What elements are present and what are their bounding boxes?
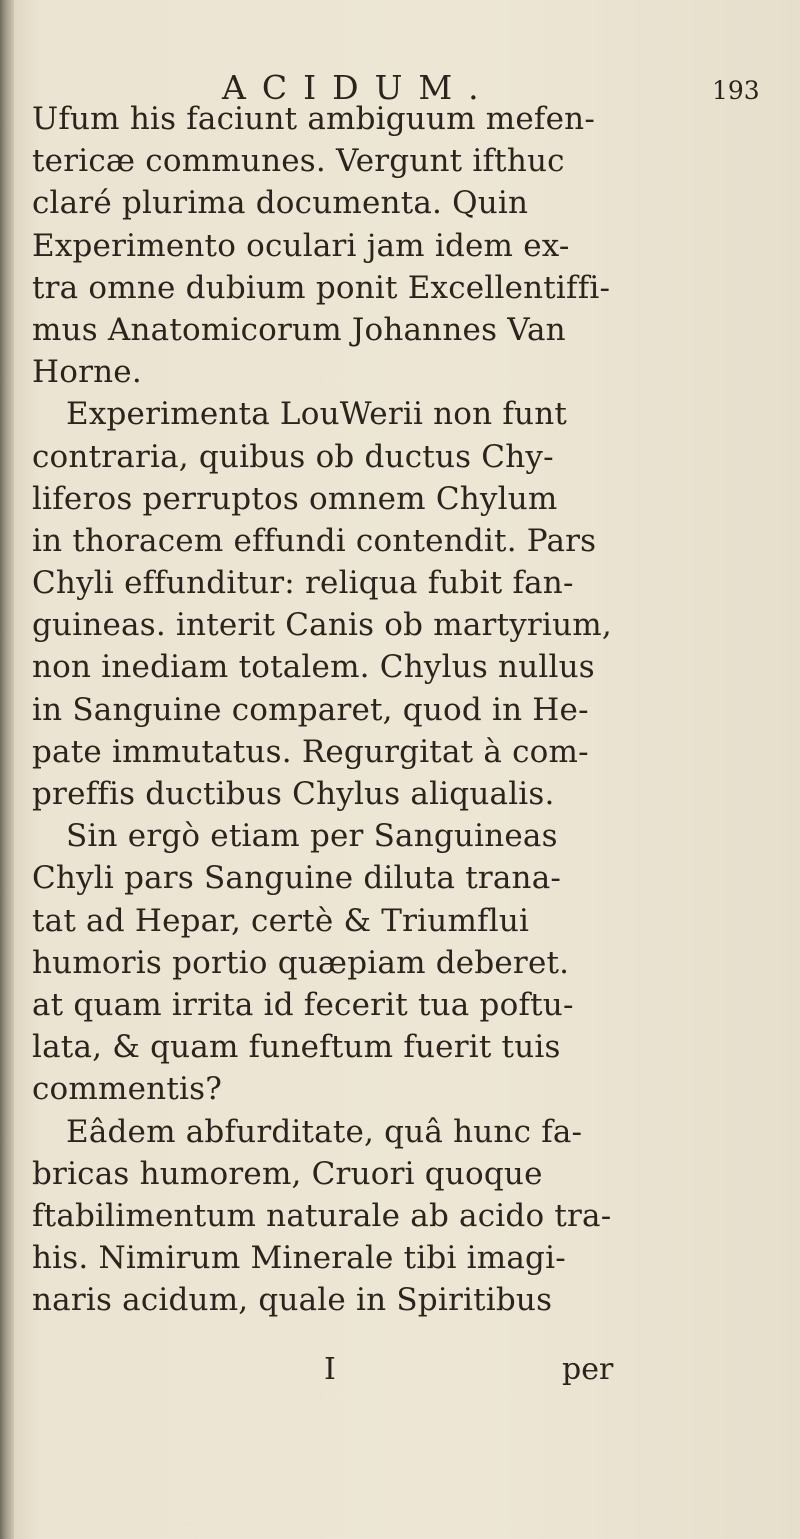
text-line: contraria, quibus ob ductus Chy- bbox=[32, 438, 554, 475]
text-line: tat ad Hepar, certè & Triumflui bbox=[32, 902, 530, 939]
text-line: pate immutatus. Regurgitat à com- bbox=[32, 733, 589, 770]
paragraph-start-line: Eâdem abfurditate, quâ hunc fa- bbox=[66, 1113, 583, 1150]
text-line: non inediam totalem. Chylus nullus bbox=[32, 649, 595, 686]
paragraph-start-line: Experimenta LouWerii non funt bbox=[66, 396, 568, 433]
text-line: Chyli pars Sanguine diluta trana- bbox=[32, 860, 562, 897]
text-line: Experimento oculari jam idem ex- bbox=[32, 227, 570, 264]
text-line: in Sanguine comparet, quod in He- bbox=[32, 691, 589, 728]
text-line: lata, & quam funeftum fuerit tuis bbox=[32, 1029, 561, 1066]
text-line: ftabilimentum naturale ab acido tra- bbox=[32, 1197, 612, 1234]
signature-mark: I bbox=[324, 1352, 336, 1387]
text-line: Ufum his faciunt ambiguum mefen- bbox=[32, 101, 595, 137]
text-line: preffis ductibus Chylus aliqualis. bbox=[32, 776, 555, 812]
text-line: naris acidum, quale in Spiritibus bbox=[32, 1282, 553, 1319]
page-footer bbox=[0, 1352, 800, 1392]
catchword: per bbox=[562, 1352, 614, 1387]
text-line: bricas humorem, Cruori quoque bbox=[32, 1155, 543, 1192]
text-line: mus Anatomicorum Johannes Van bbox=[32, 311, 566, 348]
text-line: tra omne dubium ponit Excellentiffi- bbox=[32, 269, 611, 306]
page-number: 193 bbox=[712, 76, 760, 105]
text-line: in thoracem effundi contendit. Pars bbox=[32, 522, 597, 559]
body-text bbox=[32, 98, 784, 1321]
paragraph-start-line: Sin ergò etiam per Sanguineas bbox=[66, 818, 558, 855]
text-line: commentis? bbox=[32, 1071, 223, 1108]
text-line: his. Nimirum Minerale tibi imagi- bbox=[32, 1240, 566, 1277]
text-line: claré plurima documenta. Quin bbox=[32, 185, 529, 222]
text-line: Chyli effunditur: reliqua fubit fan- bbox=[32, 565, 574, 602]
text-line: guineas. interit Canis ob martyrium, bbox=[32, 607, 612, 644]
text-line: liferos perruptos omnem Chylum bbox=[32, 480, 558, 517]
text-line: tericæ communes. Vergunt ifthuc bbox=[32, 143, 565, 180]
running-head: ACIDUM. bbox=[222, 68, 495, 107]
text-line: humoris portio quæpiam deberet. bbox=[32, 944, 570, 981]
binding-gutter bbox=[0, 0, 14, 1539]
text-line: at quam irrita id fecerit tua poftu- bbox=[32, 986, 574, 1023]
text-line: Horne. bbox=[32, 354, 142, 391]
